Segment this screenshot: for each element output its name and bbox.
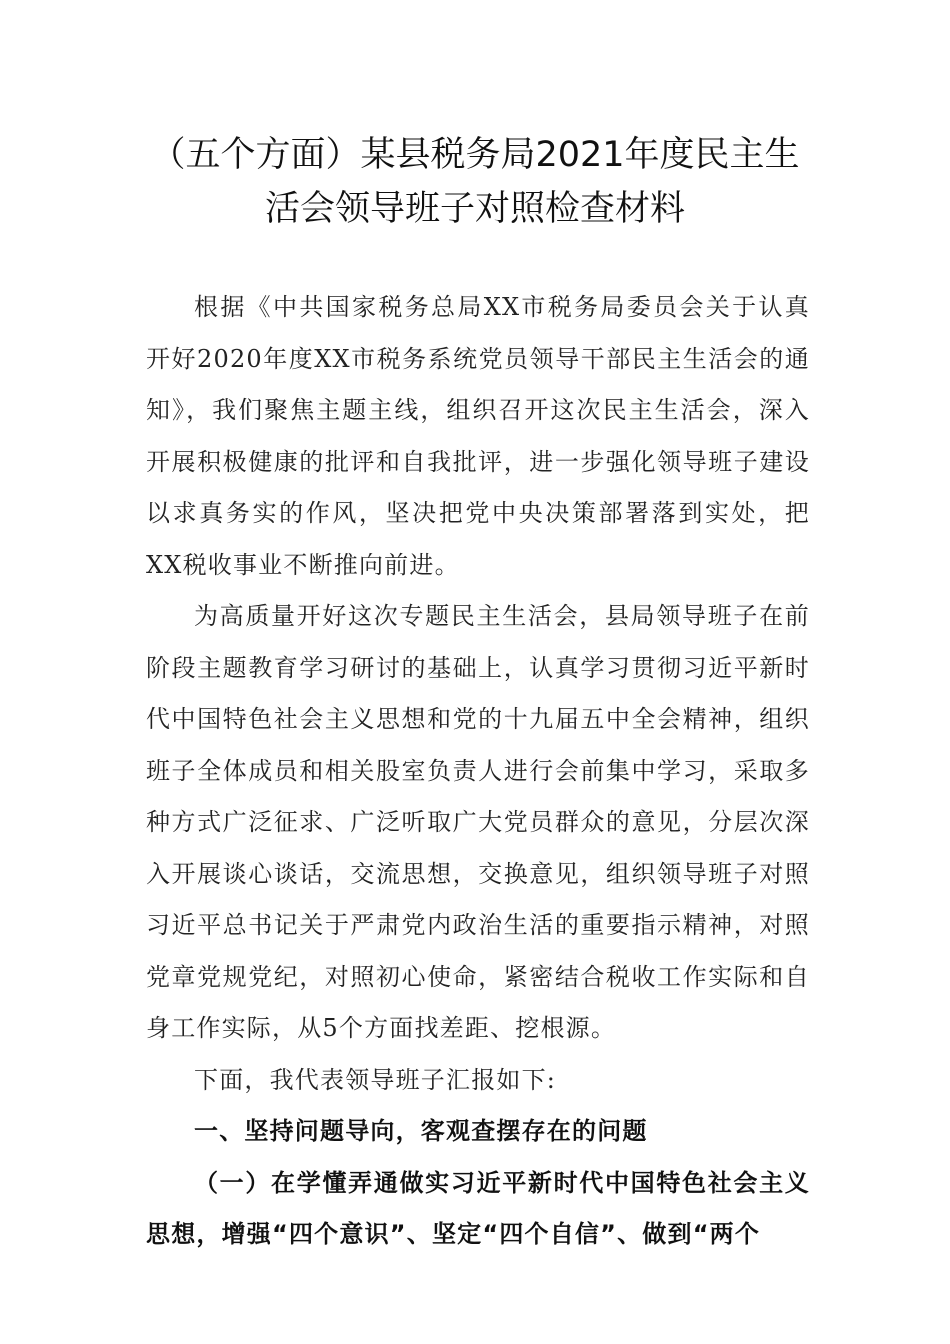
- title-line-1: （五个方面）某县税务局2021年度民主生: [150, 135, 800, 175]
- title-line-2: 活会领导班子对照检查材料: [264, 189, 685, 229]
- paragraph-intro: 根据《中共国家税务总局XX市税务局委员会关于认真开好2020年度XX市税务系统党员领导干部民主生活会的通知》，我们聚焦主题主线，组织召开这次民主生活会，深入开展积极健康的批评和自我批评，进一步强化领导班子建设以求真务实的作风，坚决把党中央决策部署落到实处，把XX税收事业不断推向前进。: [146, 293, 810, 579]
- document-body: [146, 282, 810, 1261]
- paragraph-report-intro: 下面，我代表领导班子汇报如下:: [194, 1065, 557, 1094]
- paragraph-preparation: 为高质量开好这次专题民主生活会，县局领导班子在前阶段主题教育学习研讨的基础上，认真学习贯彻习近平新时代中国特色社会主义思想和党的十九届五中全会精神，组织班子全体成员和相关股室负责人进行会前集中学习，采取多种方式广泛征求、广泛听取广大党员群众的意见，分层次深入开展谈心谈话，交流思想，交换意见，组织领导班子对照习近平总书记关于严肃党内政治生活的重要指示精神，对照党章党规党纪，对照初心使命，紧密结合税收工作实际和自身工作实际，从5个方面找差距、挖根源。: [146, 602, 810, 1042]
- subsection-heading: （一）在学懂弄通做实习近平新时代中国特色社会主义思想，增强“四个意识”、坚定“四个自信”、做到“两个: [146, 1168, 810, 1248]
- document-title: [110, 128, 840, 236]
- section-heading: 一、坚持问题导向，客观查摆存在的问题: [194, 1117, 648, 1145]
